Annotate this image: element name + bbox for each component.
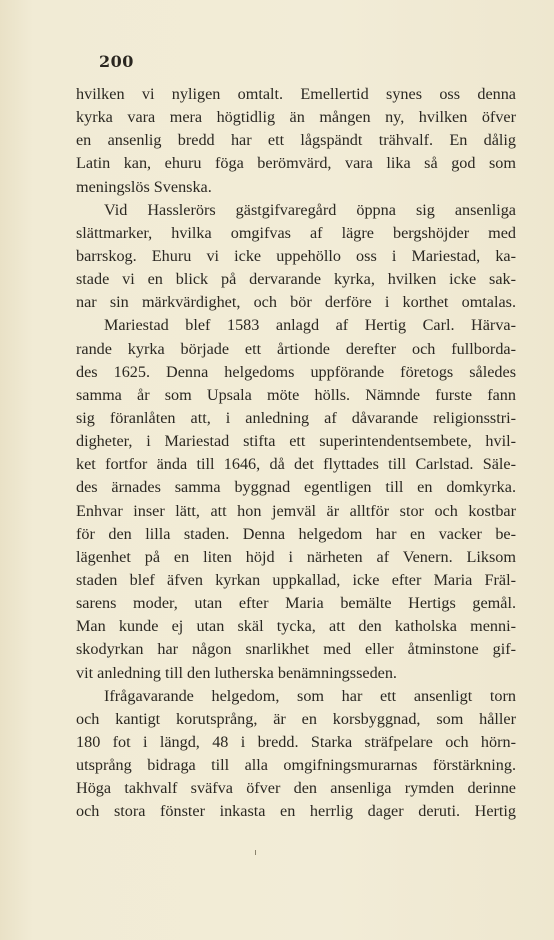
text-line: slättmarker, hvilka omgifvas af lägre bergshöjder med [76,223,516,242]
text-line: staden blef äfven kyrkan uppkallad, icke efter Maria Fräl- [76,570,516,589]
text-line: hvilken vi nyligen omtalt. Emellertid synes oss denna [76,85,516,103]
body-text [76,83,516,824]
text-line: lägenhet på en liten höjd i närheten af Venern. Liksom [76,547,516,566]
text-line: stade vi en blick på dervarande kyrka, hvilken icke sak- [76,270,516,289]
text-line: des 1625. Denna helgedoms uppförande företogs således [76,362,516,381]
text-line: Höga takhvalf sväfva öfver den ansenliga rymden derinne [76,779,516,798]
text-line: utsprång bidraga till alla omgifningsmurarnas förstärkning. [76,756,516,775]
text-line: Ifrågavarande helgedom, som har ett ansenligt torn [104,686,516,705]
text-line: samma år som Upsala möte hölls. Nämnde furste fann [76,385,516,404]
text-line: kyrka vara mera högtidlig än mången ny, hvilken öfver [76,108,516,127]
printer-mark [255,850,256,855]
text-line: en ansenlig bredd har ett lågspändt trähvalf. En dålig [76,131,516,150]
text-line: ket fortfor ända till 1646, då det flyttades till Carlstad. Säle- [76,455,516,474]
page-number: 200 [99,52,134,71]
text-line: meningslös Svenska. [76,177,212,196]
text-line: sarens moder, utan efter Maria bemälte Hertigs gemål. [76,594,516,613]
text-line: Latin kan, ehuru föga berömvärd, vara lika så god som [76,154,516,173]
text-line: nar sin märkvärdighet, och bör derföre i korthet omtalas. [76,293,516,312]
text-line: Mariestad blef 1583 anlagd af Hertig Carl. Härva- [104,316,516,335]
text-line: och stora fönster inkasta en herrlig dager deruti. Hertig [76,802,516,821]
text-line: sig föranlåten att, i anledning af dåvarande religionsstri- [76,408,516,427]
text-line: för den lilla staden. Denna helgedom har en vacker be- [76,524,516,543]
text-line: 180 fot i längd, 48 i bredd. Starka sträfpelare och hörn- [76,732,516,751]
text-line: des ärnades samma byggnad egentligen till en domkyrka. [76,478,516,497]
text-line: rande kyrka började ett årtionde derefter och fullborda- [76,339,516,358]
text-line: Enhvar inser lätt, att hon jemväl är alltför stor och kostbar [76,501,516,520]
text-line: digheter, i Mariestad stifta ett superintendentsembete, hvil- [76,432,516,451]
text-line: skodyrkan har någon snarlikhet med eller åtminstone gif- [76,640,516,659]
text-line: barrskog. Ehuru vi icke uppehöllo oss i Mariestad, ka- [76,246,516,265]
text-line: Vid Hasslerörs gästgifvaregård öppna sig ansenliga [104,200,516,219]
text-line: och kantigt korutsprång, är en korsbyggnad, som håller [76,709,516,728]
text-line: Man kunde ej utan skäl tycka, att den katholska menni- [76,617,516,636]
text-line: vit anledning till den lutherska benämningsseden. [76,663,397,682]
